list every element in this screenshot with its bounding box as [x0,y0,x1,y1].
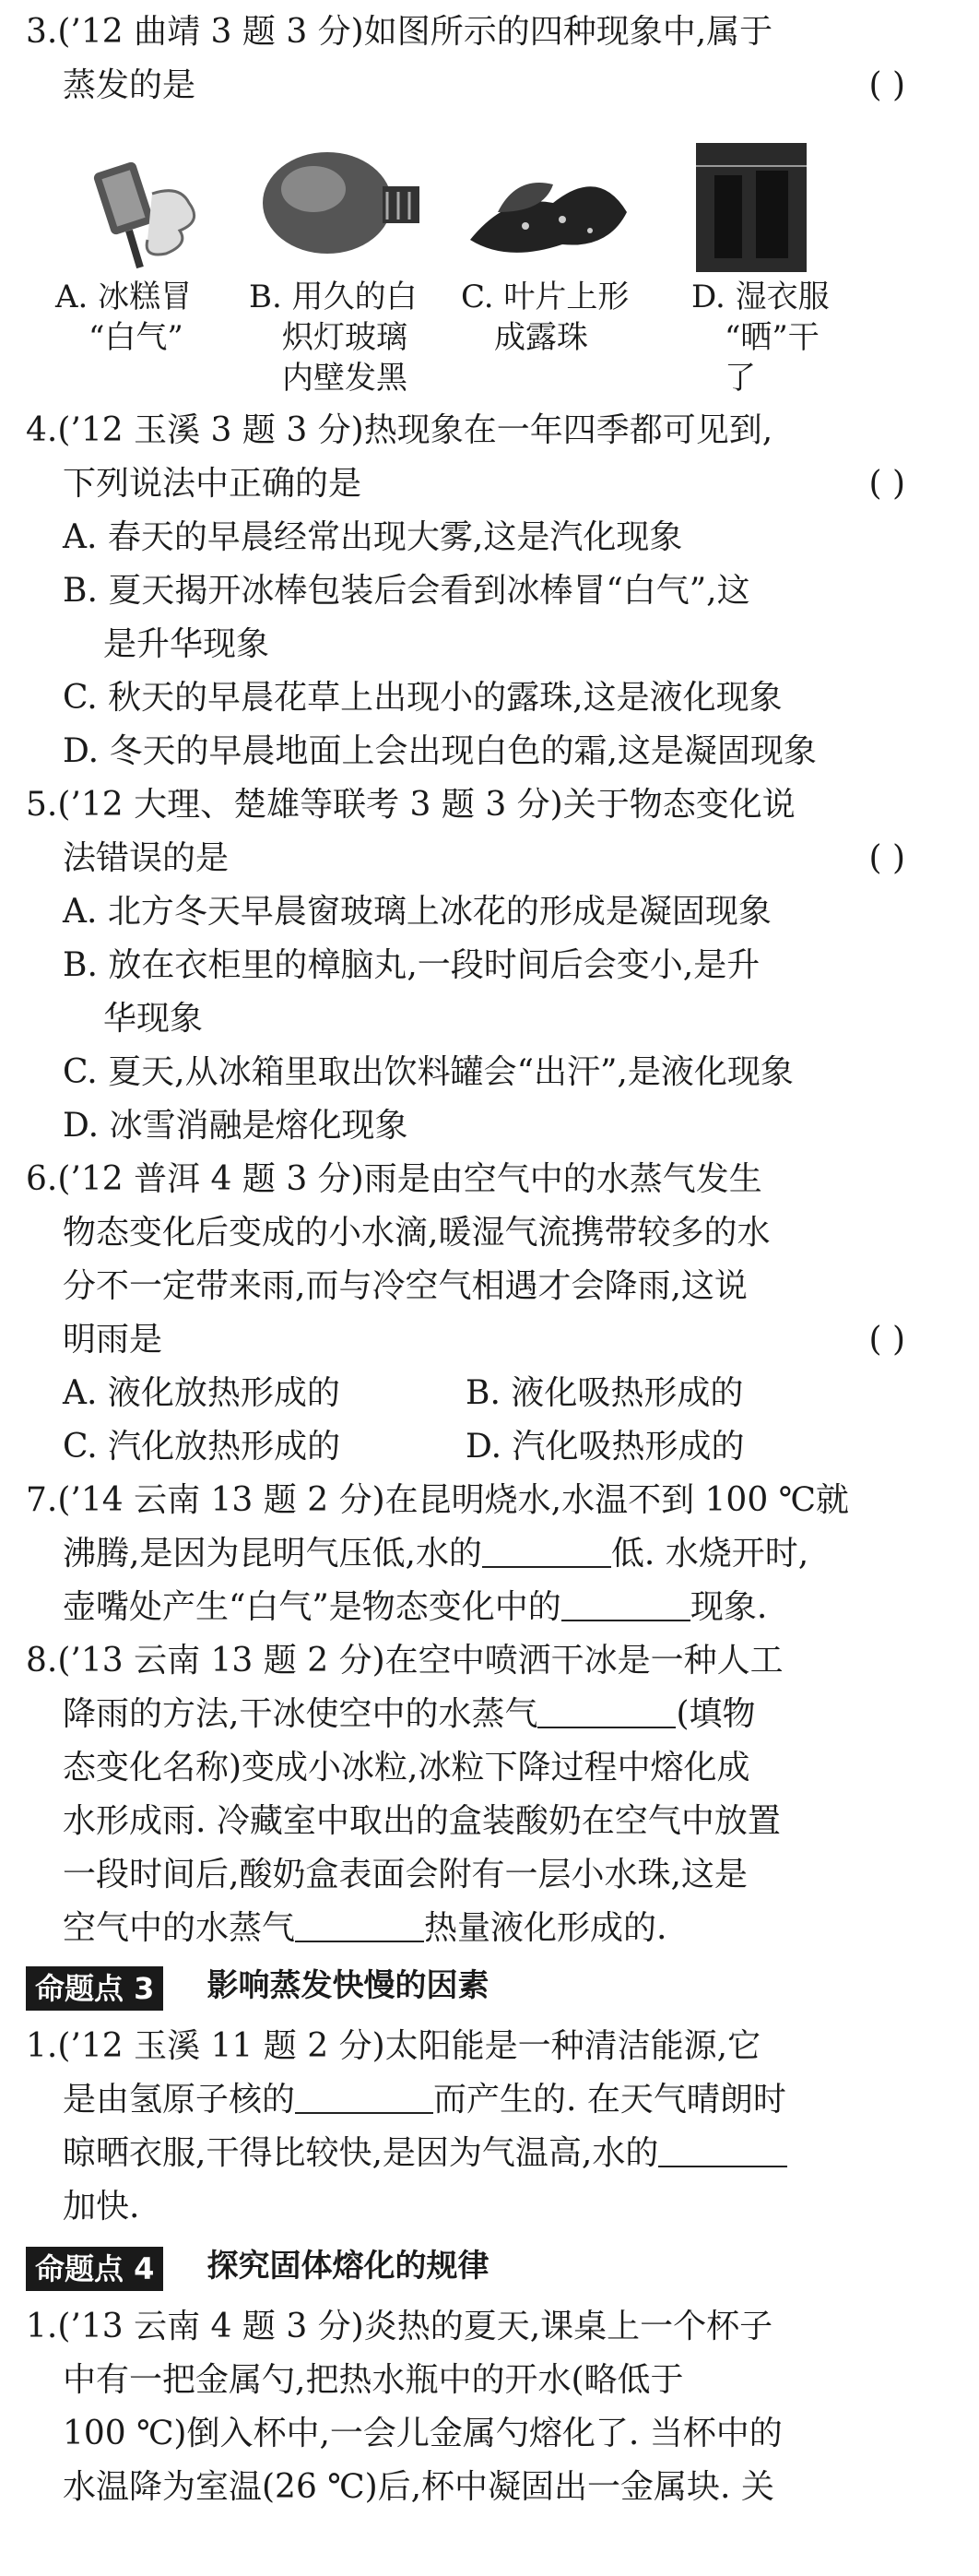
q8-blank-1[interactable] [537,1690,676,1728]
section-title-4: 探究固体熔化的规律 [206,2248,490,2285]
drying-clothes-figure [691,138,811,277]
section-header-4 [26,2239,855,2293]
q8-blank-2[interactable] [295,1904,424,1942]
q3-caption-b: B. 用久的白 炽灯玻璃 内壁发黑 [249,279,418,397]
q4-option-b-cont: 是升华现象 [103,625,270,663]
q7-stem-line3: 壶嘴处产生“白气”是物态变化中的 现象. [0,1581,938,1634]
ice-pop-figure [65,138,230,277]
s3q1-stem-line1: 1.(’12 玉溪 11 题 2 分)太阳能是一种清洁能源,它 [26,2027,761,2065]
section-tag-3: 命题点 3 [26,1966,163,2011]
q3-stem-line1: 3.(’12 曲靖 3 题 3 分)如图所示的四种现象中,属于 [26,13,773,51]
s3q1-stem-line3: 晾晒衣服,干得比较快,是因为气温高,水的 [0,2127,938,2180]
q6-option-b: B. 液化吸热形成的 [466,1374,744,1412]
q3-caption-d: D. 湿衣服 “晒”干 了 [691,279,830,397]
q3-stem-text: 蒸发的是 [63,66,196,104]
q5-answer-paren: ( ) [868,839,905,877]
q4-stem-text: 下列说法中正确的是 [63,465,362,503]
q5-option-b-cont: 华现象 [103,1000,204,1038]
q5-option-d: D. 冰雪消融是熔化现象 [63,1107,408,1145]
s3q1-blank-2[interactable] [658,2129,787,2167]
q6-option-a: A. 液化放热形成的 [63,1374,340,1412]
s4q1-stem-line1: 1.(’13 云南 4 题 3 分)炎热的夏天,课桌上一个杯子 [26,2308,773,2345]
q8-stem-line5: 一段时间后,酸奶盒表面会附有一层小水珠,这是 [63,1856,748,1893]
q7-blank-2[interactable] [561,1583,690,1621]
q8-stem-line6: 空气中的水蒸气 热量液化形成的. [0,1902,938,1955]
q6-options-row1 [0,1367,938,1420]
q7-stem-line2: 沸腾,是因为昆明气压低,水的 低. 水烧开时, [0,1527,938,1581]
q3-caption-a: A. 冰糕冒 “白气” [55,279,193,356]
q8-stem-line1: 8.(’13 云南 13 题 2 分)在空中喷洒干冰是一种人工 [26,1642,784,1680]
q4-option-c: C. 秋天的早晨花草上出现小的露珠,这是液化现象 [63,679,783,717]
q4-option-a: A. 春天的早晨经常出现大雾,这是汽化现象 [63,518,683,556]
light-bulb-figure [249,138,433,277]
q8-stem-line4: 水形成雨. 冷藏室中取出的盒装酸奶在空气中放置 [63,1802,781,1840]
section-title-3: 影响蒸发快慢的因素 [206,1967,490,2004]
q8-stem-line3: 态变化名称)变成小冰粒,冰粒下降过程中熔化成 [63,1749,750,1787]
q6-option-c: C. 汽化放热形成的 [63,1428,341,1466]
q3-caption-c: C. 叶片上形 成露珠 [461,279,630,356]
q6-options-row2 [0,1420,938,1474]
q3-answer-paren: ( ) [868,66,905,104]
q5-stem-line2 [0,832,938,885]
q6-stem-line4 [0,1313,938,1367]
q6-stem-line1: 6.(’12 普洱 4 题 3 分)雨是由空气中的水蒸气发生 [26,1160,762,1198]
q3-figures [55,138,848,443]
q8-stem-line2: 降雨的方法,干冰使空中的水蒸气 (填物 [0,1688,938,1741]
q5-stem-text: 法错误的是 [63,839,230,877]
q6-stem-line3: 分不一定带来雨,而与冷空气相遇才会降雨,这说 [63,1267,748,1305]
q4-option-d: D. 冬天的早晨地面上会出现白色的霜,这是凝固现象 [63,732,817,770]
leaves-dew-figure [461,138,636,277]
section-tag-4: 命题点 4 [26,2247,163,2291]
q7-blank-1[interactable] [482,1529,611,1568]
q6-option-d: D. 汽化吸热形成的 [466,1428,745,1466]
q4-answer-paren: ( ) [868,465,905,503]
s3q1-blank-1[interactable] [295,2075,433,2114]
q6-stem-line2: 物态变化后变成的小水滴,暖湿气流携带较多的水 [63,1214,771,1252]
q6-answer-paren: ( ) [868,1321,905,1359]
q4-stem-line2 [0,457,938,511]
q7-stem-line1: 7.(’14 云南 13 题 2 分)在昆明烧水,水温不到 100 ℃就 [26,1481,849,1519]
section-header-3 [26,1959,855,2012]
q4-option-b: B. 夏天揭开冰棒包装后会看到冰棒冒“白气”,这 [63,572,750,610]
q5-option-a: A. 北方冬天早晨窗玻璃上冰花的形成是凝固现象 [63,893,772,931]
q6-stem-text: 明雨是 [63,1321,163,1359]
s3q1-stem-line4: 加快. [63,2188,140,2226]
q3-stem-line2 [0,59,938,113]
q4-stem-line1: 4.(’12 玉溪 3 题 3 分)热现象在一年四季都可见到, [26,411,773,449]
s4q1-stem-line3: 100 ℃)倒入杯中,一会儿金属勺熔化了. 当杯中的 [63,2415,783,2452]
s4q1-stem-line2: 中有一把金属勺,把热水瓶中的开水(略低于 [63,2361,684,2399]
q5-stem-line1: 5.(’12 大理、楚雄等联考 3 题 3 分)关于物态变化说 [26,786,796,824]
s3q1-stem-line2: 是由氢原子核的 而产生的. 在天气晴朗时 [0,2073,938,2127]
s4q1-stem-line4: 水温降为室温(26 ℃)后,杯中凝固出一金属块. 关 [63,2468,774,2506]
q5-option-c: C. 夏天,从冰箱里取出饮料罐会“出汗”,是液化现象 [63,1053,794,1091]
q5-option-b: B. 放在衣柜里的樟脑丸,一段时间后会变小,是升 [63,946,761,984]
